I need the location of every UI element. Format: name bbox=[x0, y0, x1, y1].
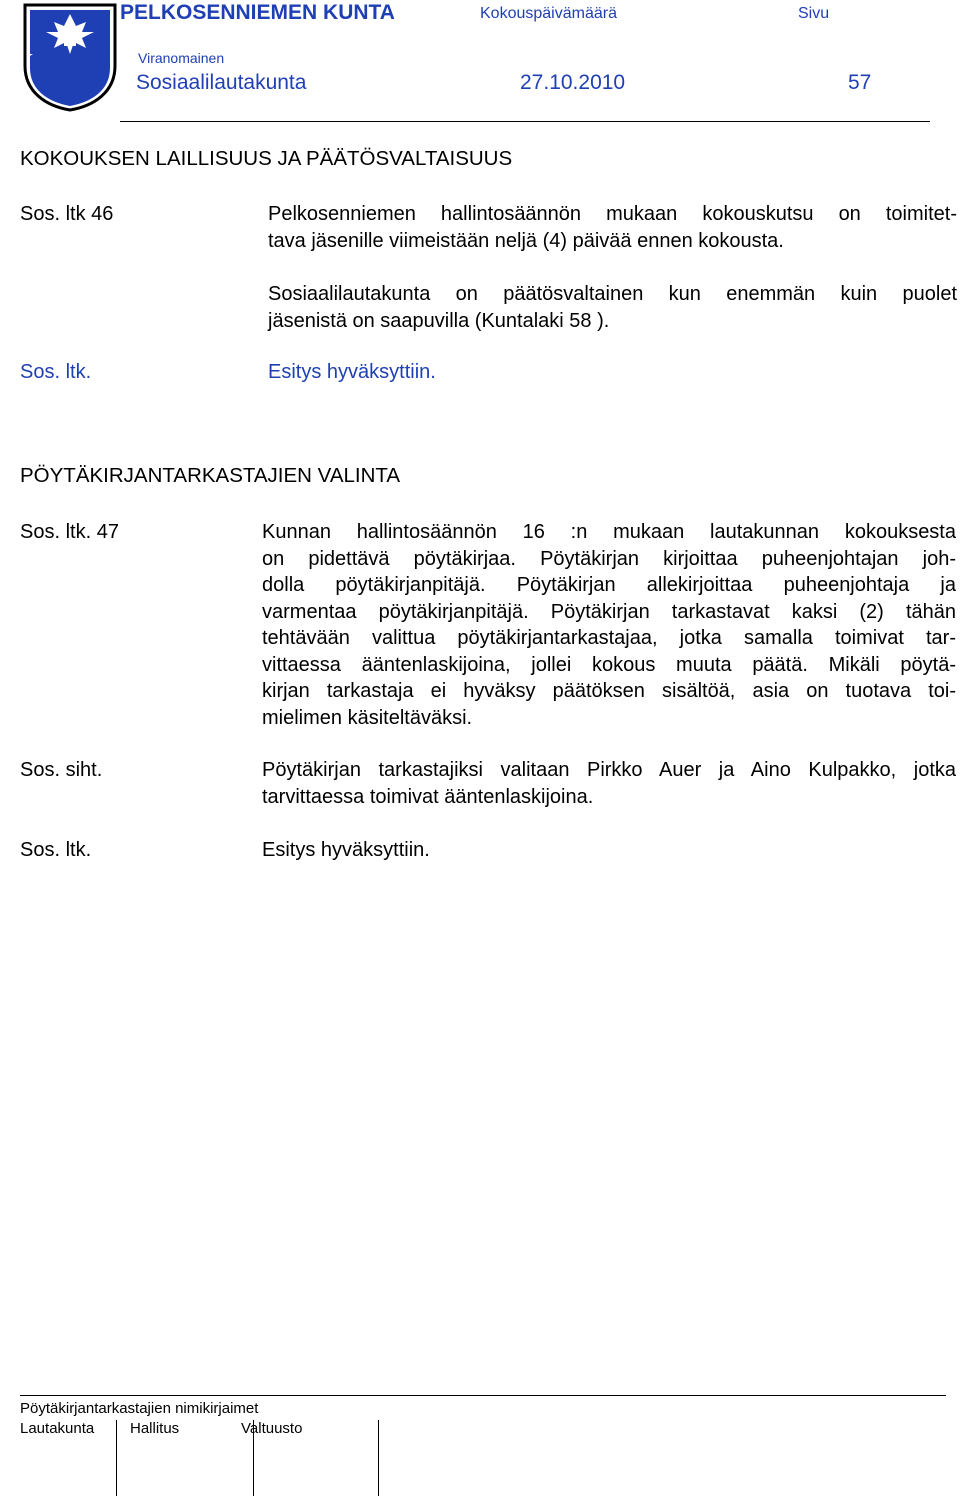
text-line: Kunnan hallintosäännön 16 :n mukaan lautakunnan kokouksesta bbox=[262, 521, 956, 543]
signature-box-divider bbox=[253, 1420, 254, 1496]
page-label: Sivu bbox=[798, 5, 830, 22]
text-line: tehtävään valittua pöytäkirjantarkastajaa, jotka samalla toimivat tar- bbox=[262, 627, 956, 649]
text-line: kirjan tarkastaja ei hyväksy päätöksen sisältöä, asia on tuotava toi- bbox=[262, 680, 956, 702]
paragraph bbox=[268, 281, 957, 334]
text-line: tava jäsenille viimeistään neljä (4) päivää ennen kokousta. bbox=[268, 229, 784, 252]
authority-name: Sosiaalilautakunta bbox=[136, 71, 307, 94]
section-heading: PÖYTÄKIRJANTARKASTAJIEN VALINTA bbox=[20, 464, 401, 487]
paragraph bbox=[268, 201, 957, 254]
meeting-date: 27.10.2010 bbox=[520, 71, 626, 94]
decision-text: Esitys hyväksyttiin. bbox=[268, 361, 436, 383]
decision-label: Sos. ltk. bbox=[20, 361, 92, 383]
footer-column-label: Valtuusto bbox=[241, 1420, 303, 1437]
text-line: Pelkosenniemen hallintosäännön mukaan kokouskutsu on toimitet- bbox=[268, 203, 957, 225]
section-number-label: Sos. ltk 46 bbox=[20, 203, 114, 225]
signatures-label: Pöytäkirjantarkastajien nimikirjaimet bbox=[20, 1400, 259, 1417]
decision-label: Sos. ltk. bbox=[20, 839, 92, 861]
header-divider bbox=[120, 121, 930, 122]
signature-box-divider bbox=[378, 1420, 379, 1496]
section-number-label: Sos. ltk. 47 bbox=[20, 521, 119, 543]
meeting-date-label: Kokouspäivämäärä bbox=[480, 5, 617, 22]
text-line: tarvittaessa toimivat ääntenlaskijoina. bbox=[262, 785, 594, 808]
proposal-paragraph bbox=[262, 757, 956, 810]
text-line: on pidettävä pöytäkirjaa. Pöytäkirjan kirjoittaa puheenjohtajan joh- bbox=[262, 547, 956, 570]
text-line: Pöytäkirjan tarkastajiksi valitaan Pirkko Auer ja Aino Kulpakko, jotka bbox=[262, 759, 956, 781]
decision-text: Esitys hyväksyttiin. bbox=[262, 839, 430, 861]
organization-name: PELKOSENNIEMEN KUNTA bbox=[120, 1, 395, 24]
authority-label: Viranomainen bbox=[138, 50, 225, 66]
coat-of-arms-icon bbox=[22, 2, 118, 112]
text-line: varmentaa pöytäkirjanpitäjä. Pöytäkirjan tarkastavat kaksi (2) tähän bbox=[262, 600, 956, 623]
section-heading: KOKOUKSEN LAILLISUUS JA PÄÄTÖSVALTAISUUS bbox=[20, 147, 513, 170]
page-number: 57 bbox=[848, 71, 872, 94]
proposal-label: Sos. siht. bbox=[20, 759, 103, 781]
signature-box-divider bbox=[116, 1420, 117, 1496]
text-line: mielimen käsiteltäväksi. bbox=[262, 706, 473, 729]
text-line: Sosiaalilautakunta on päätösvaltainen kun enemmän kuin puolet bbox=[268, 283, 957, 305]
footer-column-label: Hallitus bbox=[130, 1420, 180, 1437]
text-line: jäsenistä on saapuvilla (Kuntalaki 58 ). bbox=[268, 309, 610, 332]
footer-column-label: Lautakunta bbox=[20, 1420, 95, 1437]
paragraph bbox=[262, 519, 956, 731]
text-line: dolla pöytäkirjanpitäjä. Pöytäkirjan allekirjoittaa puheenjohtaja ja bbox=[262, 574, 956, 596]
footer-divider bbox=[20, 1395, 946, 1396]
text-line: vittaessa ääntenlaskijoina, jollei kokous muuta päätä. Mikäli pöytä- bbox=[262, 653, 956, 676]
